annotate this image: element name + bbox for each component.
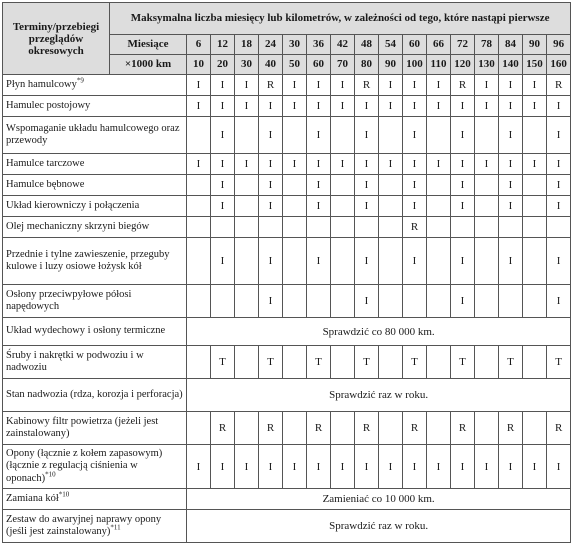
item-name (3, 346, 187, 379)
item-name (3, 445, 187, 489)
schedule-cell: I (355, 445, 379, 489)
schedule-cell: T (403, 346, 427, 379)
schedule-cell: I (331, 96, 355, 117)
schedule-cell: I (499, 445, 523, 489)
schedule-cell: I (451, 154, 475, 175)
schedule-cell: I (499, 196, 523, 217)
schedule-cell (547, 217, 571, 238)
month-header: 60 (403, 35, 427, 55)
schedule-cell: I (523, 154, 547, 175)
schedule-cell: I (499, 175, 523, 196)
schedule-cell: I (427, 445, 451, 489)
months-label: Miesiące (110, 35, 187, 55)
item-label: Stan nadwozia (rdza, korozja i perforacja) (6, 388, 183, 400)
table-row (3, 318, 571, 346)
schedule-cell: R (307, 412, 331, 445)
schedule-cell: T (259, 346, 283, 379)
table-row (3, 238, 571, 285)
schedule-cell: I (211, 196, 235, 217)
schedule-cell (523, 196, 547, 217)
schedule-cell: R (499, 412, 523, 445)
footnote-marker: *11 (110, 523, 121, 532)
km-header: 80 (355, 55, 379, 75)
table-row (3, 445, 571, 489)
schedule-cell (475, 412, 499, 445)
schedule-cell: R (403, 217, 427, 238)
schedule-cell (379, 175, 403, 196)
schedule-cell: R (211, 412, 235, 445)
item-name (3, 75, 187, 96)
schedule-cell: I (523, 75, 547, 96)
table-row (3, 489, 571, 510)
schedule-cell: R (451, 412, 475, 445)
schedule-cell (283, 117, 307, 154)
schedule-cell (523, 175, 547, 196)
schedule-cell (475, 217, 499, 238)
schedule-cell: I (547, 117, 571, 154)
schedule-cell (331, 175, 355, 196)
schedule-cell: R (403, 412, 427, 445)
schedule-cell: I (355, 117, 379, 154)
item-label: Przednie i tylne zawieszenie, przeguby kulowe i luzy osiowe łożysk kół (6, 248, 170, 272)
schedule-cell (427, 346, 451, 379)
schedule-cell: I (211, 238, 235, 285)
km-header: 90 (379, 55, 403, 75)
item-column-header: Terminy/przebiegi przeglądów okresowych (3, 3, 110, 75)
km-header: 110 (427, 55, 451, 75)
schedule-cell (475, 285, 499, 318)
schedule-cell: T (451, 346, 475, 379)
schedule-cell (307, 285, 331, 318)
schedule-cell: I (547, 154, 571, 175)
schedule-cell (187, 412, 211, 445)
schedule-cell: R (355, 75, 379, 96)
schedule-cell: I (427, 75, 451, 96)
item-label: Hamulec postojowy (6, 99, 91, 111)
item-label: Śruby i nakrętki w podwoziu i w nadwoziu (6, 349, 144, 373)
schedule-cell: I (451, 238, 475, 285)
footnote-marker: *10 (58, 490, 70, 499)
schedule-cell (283, 346, 307, 379)
schedule-cell: I (547, 285, 571, 318)
schedule-cell: I (283, 96, 307, 117)
item-label: Osłony przeciwpyłowe półosi napędowych (6, 288, 132, 312)
schedule-cell: I (355, 285, 379, 318)
schedule-cell: I (403, 117, 427, 154)
schedule-cell (475, 196, 499, 217)
schedule-cell (355, 217, 379, 238)
month-header: 84 (499, 35, 523, 55)
schedule-cell: I (307, 445, 331, 489)
km-header: 40 (259, 55, 283, 75)
schedule-cell: I (307, 117, 331, 154)
schedule-cell: I (403, 196, 427, 217)
table-row (3, 75, 571, 96)
schedule-cell (499, 217, 523, 238)
schedule-cell (331, 238, 355, 285)
table-header (3, 3, 571, 75)
schedule-cell: R (547, 412, 571, 445)
item-name (3, 318, 187, 346)
schedule-cell: I (499, 96, 523, 117)
km-header: 50 (283, 55, 307, 75)
schedule-cell: I (403, 75, 427, 96)
schedule-cell (523, 117, 547, 154)
schedule-cell: R (259, 75, 283, 96)
schedule-cell: I (283, 154, 307, 175)
schedule-cell: I (211, 75, 235, 96)
schedule-cell: I (211, 96, 235, 117)
item-name (3, 412, 187, 445)
item-label: Kabinowy filtr powietrza (jeżeli jest zainstalowany) (6, 415, 159, 439)
schedule-cell: T (547, 346, 571, 379)
schedule-cell: I (499, 238, 523, 285)
km-header: 60 (307, 55, 331, 75)
schedule-cell: I (499, 117, 523, 154)
interval-note: Zamieniać co 10 000 km. (187, 489, 571, 510)
item-name (3, 154, 187, 175)
schedule-cell (427, 217, 451, 238)
schedule-cell: I (187, 445, 211, 489)
schedule-cell (283, 196, 307, 217)
schedule-cell: T (211, 346, 235, 379)
schedule-cell: I (379, 445, 403, 489)
footnote-marker: *10 (45, 470, 56, 479)
schedule-cell: I (259, 445, 283, 489)
km-header: 140 (499, 55, 523, 75)
schedule-cell (427, 117, 451, 154)
schedule-cell: I (259, 238, 283, 285)
schedule-cell: I (547, 196, 571, 217)
km-header: 160 (547, 55, 571, 75)
schedule-cell (379, 285, 403, 318)
schedule-cell: I (259, 196, 283, 217)
schedule-cell (283, 238, 307, 285)
schedule-cell (283, 217, 307, 238)
month-header: 90 (523, 35, 547, 55)
item-label: Układ wydechowy i osłony termiczne (6, 325, 166, 337)
schedule-cell (331, 217, 355, 238)
month-header: 72 (451, 35, 475, 55)
footnote-marker: *9 (76, 76, 84, 85)
schedule-cell: I (235, 154, 259, 175)
schedule-cell: I (403, 175, 427, 196)
table-row (3, 285, 571, 318)
km-header: 30 (235, 55, 259, 75)
schedule-cell: I (451, 117, 475, 154)
schedule-cell: I (523, 96, 547, 117)
item-name (3, 510, 187, 543)
schedule-cell: I (499, 154, 523, 175)
schedule-cell (211, 285, 235, 318)
schedule-cell (523, 412, 547, 445)
schedule-cell: I (403, 238, 427, 285)
month-header: 48 (355, 35, 379, 55)
maintenance-schedule (2, 2, 571, 543)
schedule-cell: T (355, 346, 379, 379)
schedule-cell: R (355, 412, 379, 445)
schedule-cell (379, 412, 403, 445)
schedule-cell: I (499, 75, 523, 96)
table-row (3, 196, 571, 217)
schedule-cell: R (259, 412, 283, 445)
item-name (3, 196, 187, 217)
schedule-cell (187, 175, 211, 196)
item-name (3, 489, 187, 510)
schedule-cell: I (307, 175, 331, 196)
item-label: Hamulce tarczowe (6, 157, 85, 169)
km-header: 20 (211, 55, 235, 75)
month-header: 36 (307, 35, 331, 55)
schedule-cell: I (355, 238, 379, 285)
table-row (3, 117, 571, 154)
schedule-cell (331, 196, 355, 217)
schedule-cell (235, 217, 259, 238)
schedule-cell: I (547, 96, 571, 117)
schedule-cell (187, 196, 211, 217)
schedule-cell: I (283, 445, 307, 489)
schedule-cell: T (499, 346, 523, 379)
schedule-cell: I (427, 96, 451, 117)
schedule-cell (235, 238, 259, 285)
schedule-cell: I (307, 154, 331, 175)
km-header: 150 (523, 55, 547, 75)
item-label: Zamiana kół (6, 492, 59, 504)
schedule-cell: I (475, 75, 499, 96)
table-row (3, 96, 571, 117)
item-name (3, 175, 187, 196)
schedule-cell: I (235, 75, 259, 96)
schedule-cell: I (547, 445, 571, 489)
schedule-cell: I (451, 445, 475, 489)
schedule-cell (427, 196, 451, 217)
km-header: 100 (403, 55, 427, 75)
schedule-cell (235, 412, 259, 445)
schedule-cell (283, 285, 307, 318)
interval-note: Sprawdzić raz w roku. (187, 510, 571, 543)
item-label: Płyn hamulcowy (6, 78, 77, 90)
schedule-cell (427, 412, 451, 445)
schedule-cell: I (331, 445, 355, 489)
table-row (3, 379, 571, 412)
schedule-cell (499, 285, 523, 318)
schedule-cell (187, 346, 211, 379)
schedule-cell: I (355, 196, 379, 217)
schedule-cell (283, 412, 307, 445)
month-header: 30 (283, 35, 307, 55)
item-label: Olej mechaniczny skrzyni biegów (6, 220, 150, 232)
schedule-cell (523, 217, 547, 238)
schedule-cell (523, 238, 547, 285)
schedule-cell: I (259, 154, 283, 175)
month-header: 66 (427, 35, 451, 55)
km-header: 10 (187, 55, 211, 75)
month-header: 12 (211, 35, 235, 55)
schedule-cell: I (307, 238, 331, 285)
schedule-cell (379, 217, 403, 238)
schedule-cell (379, 117, 403, 154)
schedule-cell: I (187, 154, 211, 175)
schedule-cell: I (331, 75, 355, 96)
schedule-cell: I (211, 175, 235, 196)
item-name (3, 285, 187, 318)
schedule-cell (475, 238, 499, 285)
schedule-cell (187, 238, 211, 285)
km-label: ×1000 km (110, 55, 187, 75)
month-header: 42 (331, 35, 355, 55)
item-name (3, 96, 187, 117)
table-row (3, 217, 571, 238)
month-header: 18 (235, 35, 259, 55)
schedule-cell: I (355, 154, 379, 175)
schedule-cell: I (475, 154, 499, 175)
km-header: 120 (451, 55, 475, 75)
interval-note: Sprawdzić co 80 000 km. (187, 318, 571, 346)
table-row (3, 346, 571, 379)
schedule-cell (427, 285, 451, 318)
schedule-cell: I (451, 175, 475, 196)
schedule-cell: I (283, 75, 307, 96)
schedule-cell: I (523, 445, 547, 489)
table-body (3, 75, 571, 543)
table-row (3, 175, 571, 196)
schedule-cell: I (475, 445, 499, 489)
schedule-cell: I (403, 445, 427, 489)
schedule-cell (187, 117, 211, 154)
schedule-cell (427, 175, 451, 196)
schedule-cell: I (355, 175, 379, 196)
schedule-cell (235, 285, 259, 318)
schedule-cell (259, 217, 283, 238)
km-header: 70 (331, 55, 355, 75)
schedule-cell (475, 117, 499, 154)
item-label: Opony (łącznie z kołem zapasowym) (łącznie z regulacją ciśnienia w oponach) (6, 447, 163, 484)
schedule-cell: I (187, 96, 211, 117)
schedule-cell (427, 238, 451, 285)
schedule-cell: I (331, 154, 355, 175)
item-label: Wspomaganie układu hamulcowego oraz przewody (6, 122, 180, 146)
schedule-cell: I (235, 445, 259, 489)
schedule-cell (379, 346, 403, 379)
schedule-cell: I (259, 96, 283, 117)
month-header: 54 (379, 35, 403, 55)
schedule-cell: I (475, 96, 499, 117)
schedule-cell: I (259, 175, 283, 196)
schedule-cell: I (187, 75, 211, 96)
schedule-cell (523, 285, 547, 318)
schedule-cell (331, 285, 355, 318)
table-row (3, 154, 571, 175)
schedule-cell: I (259, 285, 283, 318)
schedule-cell: I (547, 175, 571, 196)
schedule-cell: T (307, 346, 331, 379)
schedule-cell (211, 217, 235, 238)
schedule-cell: I (547, 238, 571, 285)
schedule-cell: I (307, 96, 331, 117)
schedule-cell: I (307, 196, 331, 217)
schedule-cell (331, 117, 355, 154)
schedule-cell (187, 285, 211, 318)
item-name (3, 117, 187, 154)
schedule-cell (187, 217, 211, 238)
schedule-cell (235, 346, 259, 379)
schedule-cell: I (211, 445, 235, 489)
schedule-cell (235, 117, 259, 154)
schedule-cell: I (451, 285, 475, 318)
schedule-cell (475, 346, 499, 379)
schedule-cell (331, 412, 355, 445)
schedule-cell: R (547, 75, 571, 96)
schedule-cell (523, 346, 547, 379)
schedule-cell: I (427, 154, 451, 175)
item-label: Układ kierowniczy i połączenia (6, 199, 140, 211)
schedule-cell (451, 217, 475, 238)
interval-title: Maksymalna liczba miesięcy lub kilometrów, w zależności od tego, które nastąpi pierwsze (110, 3, 571, 35)
month-header: 96 (547, 35, 571, 55)
month-header: 6 (187, 35, 211, 55)
maintenance-table (2, 2, 571, 543)
schedule-cell (331, 346, 355, 379)
schedule-cell: I (379, 96, 403, 117)
schedule-cell: I (235, 96, 259, 117)
schedule-cell (379, 238, 403, 285)
schedule-cell (403, 285, 427, 318)
schedule-cell: I (211, 154, 235, 175)
schedule-cell: I (451, 196, 475, 217)
km-header: 130 (475, 55, 499, 75)
schedule-cell (475, 175, 499, 196)
item-name (3, 217, 187, 238)
item-name (3, 238, 187, 285)
schedule-cell (235, 196, 259, 217)
schedule-cell: I (379, 75, 403, 96)
schedule-cell (235, 175, 259, 196)
schedule-cell: I (379, 154, 403, 175)
schedule-cell (283, 175, 307, 196)
schedule-cell: I (451, 96, 475, 117)
interval-note: Sprawdzić raz w roku. (187, 379, 571, 412)
schedule-cell: I (355, 96, 379, 117)
schedule-cell: I (403, 96, 427, 117)
table-row (3, 412, 571, 445)
month-header: 24 (259, 35, 283, 55)
schedule-cell: I (403, 154, 427, 175)
item-label: Zestaw do awaryjnej naprawy opony (jeśli jest zainstalowany) (6, 513, 162, 537)
schedule-cell (307, 217, 331, 238)
schedule-cell (379, 196, 403, 217)
schedule-cell: I (259, 117, 283, 154)
item-name (3, 379, 187, 412)
month-header: 78 (475, 35, 499, 55)
schedule-cell: R (451, 75, 475, 96)
schedule-cell: I (211, 117, 235, 154)
item-label: Hamulce bębnowe (6, 178, 85, 190)
schedule-cell: I (307, 75, 331, 96)
table-row (3, 510, 571, 543)
